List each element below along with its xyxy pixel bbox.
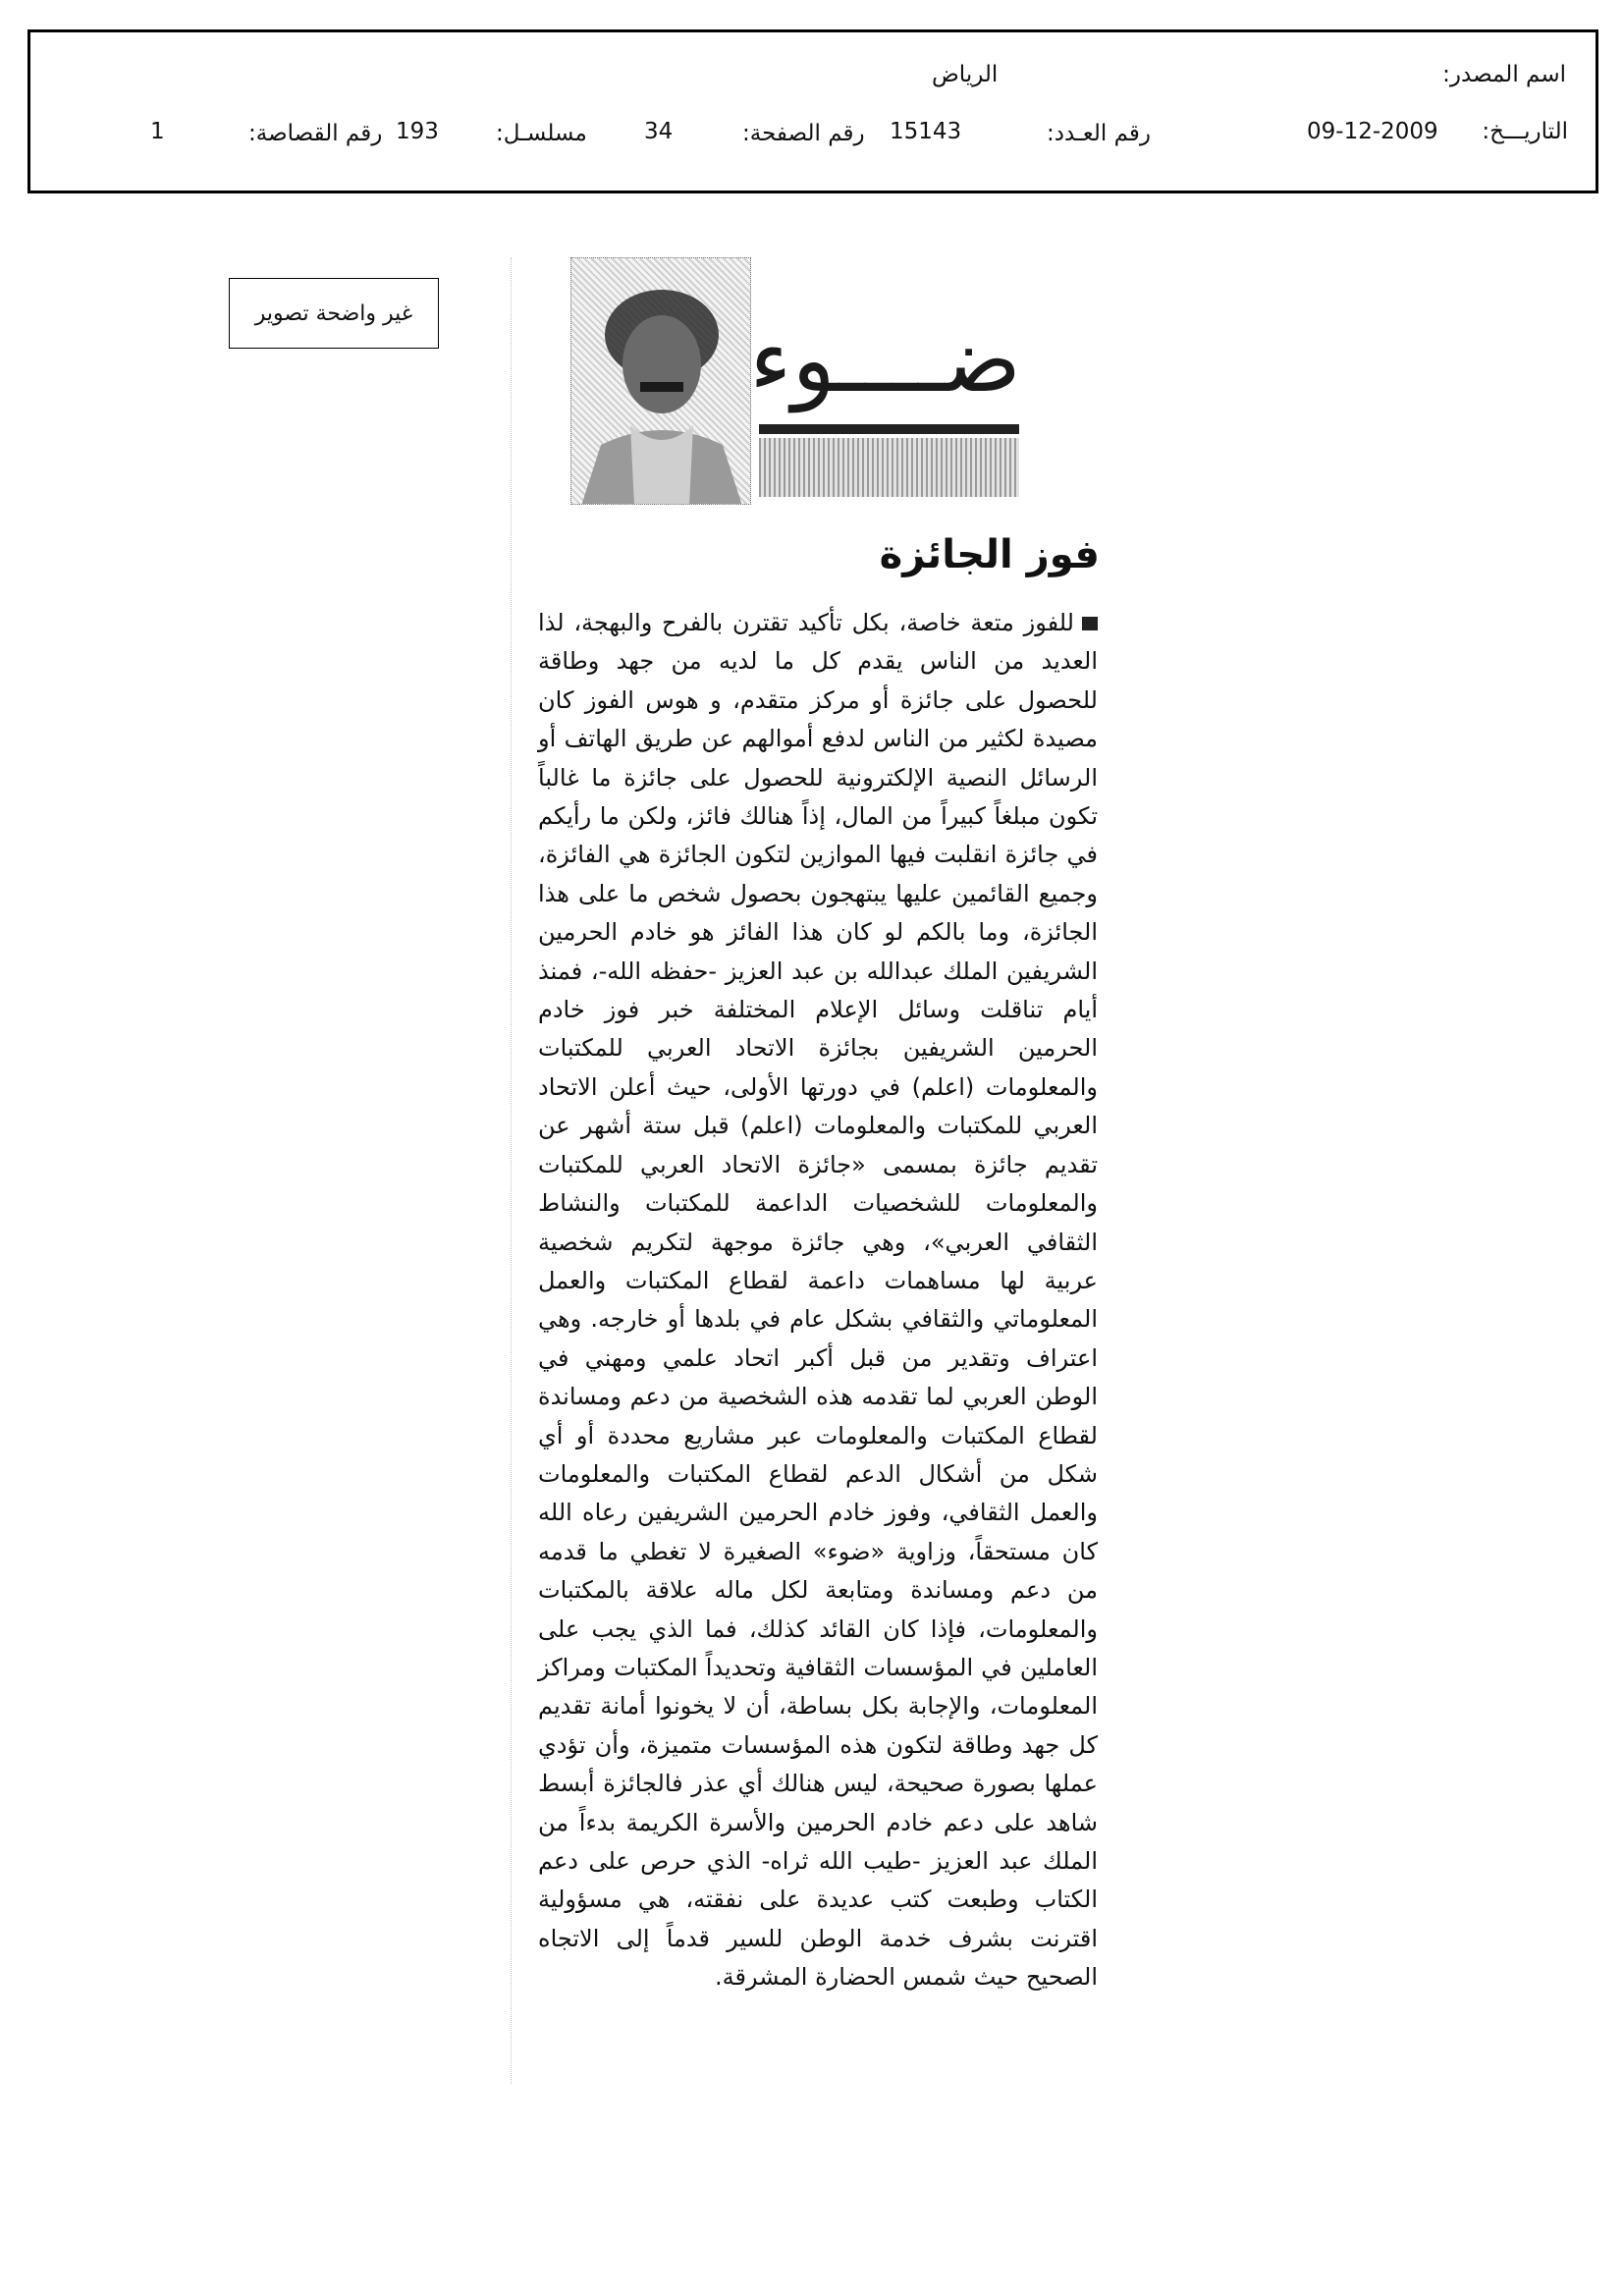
serial-label: مسلسـل:	[496, 121, 587, 146]
clipping-label: رقم القصاصة:	[248, 121, 383, 146]
page-label: رقم الصفحة:	[742, 121, 865, 146]
clipping-header	[27, 29, 1598, 193]
article-body	[538, 604, 1098, 1997]
scan-edge-line	[511, 257, 513, 2084]
serial-value: 193	[396, 119, 439, 144]
source-value: الرياض	[932, 62, 999, 87]
date-value: 09-12-2009	[1307, 119, 1438, 144]
issue-value: 15143	[890, 119, 962, 144]
issue-label: رقم العـدد:	[1047, 121, 1152, 146]
author-photo	[570, 257, 751, 505]
note-text: غير واضحة تصوير	[254, 301, 413, 326]
article-headline: فوز الجائزة	[879, 532, 1100, 577]
page-value: 34	[644, 119, 674, 144]
square-bullet-icon	[1082, 617, 1098, 630]
column-title: ضــــوء	[749, 307, 1021, 412]
author-portrait-icon	[571, 258, 751, 505]
clipping-value: 1	[150, 119, 165, 144]
column-title-rule	[759, 424, 1019, 434]
date-label: التاريـــخ:	[1482, 119, 1568, 144]
column-title-stripe	[759, 438, 1019, 497]
source-label: اسم المصدر:	[1442, 62, 1566, 87]
article-text: للفوز متعة خاصة، بكل تأكيد تقترن بالفرح والبهجة، لذا العديد من الناس يقدم كل ما لديه من جهد وطاقة للحصول على جائزة أو مركز متقدم، و هوس الفوز كان مصيدة لكثير من الناس لدفع أموالهم عن طريق الهاتف أو الرسائل النصية الإلكترونية للحصول على جائزة ما غالباً تكون مبلغاً كبيراً من المال، إذاً هنالك فائز، ولكن ما رأيكم في جائزة انقلبت فيها الموازين لتكون الجائزة هي الفائزة، وجميع القائمين عليها يبتهجون بحصول شخص ما على هذا الجائزة، وما بالكم لو كان هذا الفائز هو خادم الحرمين الشريفين الملك عبدالله بن عبد العزيز -حفظه الله-، فمنذ أيام تناقلت وسائل الإعلام المختلفة خبر فوز خادم الحرمين الشريفين بجائزة الاتحاد العربي للمكتبات والمعلومات (اعلم) في دورتها الأولى، حيث أعلن الاتحاد العربي للمكتبات والمعلومات (اعلم) قبل ستة أشهر عن تقديم جائزة بمسمى «جائزة الاتحاد العربي للمكتبات والمعلومات للشخصيات الداعمة للمكتبات والنشاط الثقافي العربي»، وهي جائزة موجهة لتكريم شخصية عربية لها مساهمات داعمة لقطاع المكتبات والعمل المعلوماتي والثقافي بشكل عام في بلدها أو خارجه. وهي اعتراف وتقدير من قبل أكبر اتحاد علمي ومهني في الوطن العربي لما تقدمه هذه الشخصية من دعم ومساندة لقطاع المكتبات والمعلومات عبر مشاريع محددة أو أي شكل من أشكال الدعم لقطاع المكتبات والمعلومات والعمل الثقافي، وفوز خادم الحرمين الشريفين رعاه الله كان مستحقاً، وزاوية «ضوء» الصغيرة لا تغطي ما قدمه من دعم ومساندة ومتابعة لكل ماله علاقة بالمكتبات والمعلومات، فإذا كان القائد كذلك، فما الذي يجب على العاملين في المؤسسات الثقافية وتحديداً المكتبات ومراكز المعلومات، والإجابة بكل بساطة، أن لا يخونوا أمانة تقديم كل جهد وطاقة لتكون هذه المؤسسات متميزة، وأن تؤدي عملها بصورة صحيحة، ليس هنالك أي عذر فالجائزة أبسط شاهد على دعم خادم الحرمين والأسرة الكريمة بدءاً من الملك عبد العزيز -طيب الله ثراه- الذي حرص على دعم الكتاب وطبعت كتب عديدة على نفقته، هي مسؤولية اقترنت بشرف خدمة الوطن للسير قدماً إلى الاتجاه الصحيح حيث شمس الحضارة المشرقة.	[538, 609, 1098, 1992]
unclear-copy-note	[229, 278, 439, 349]
